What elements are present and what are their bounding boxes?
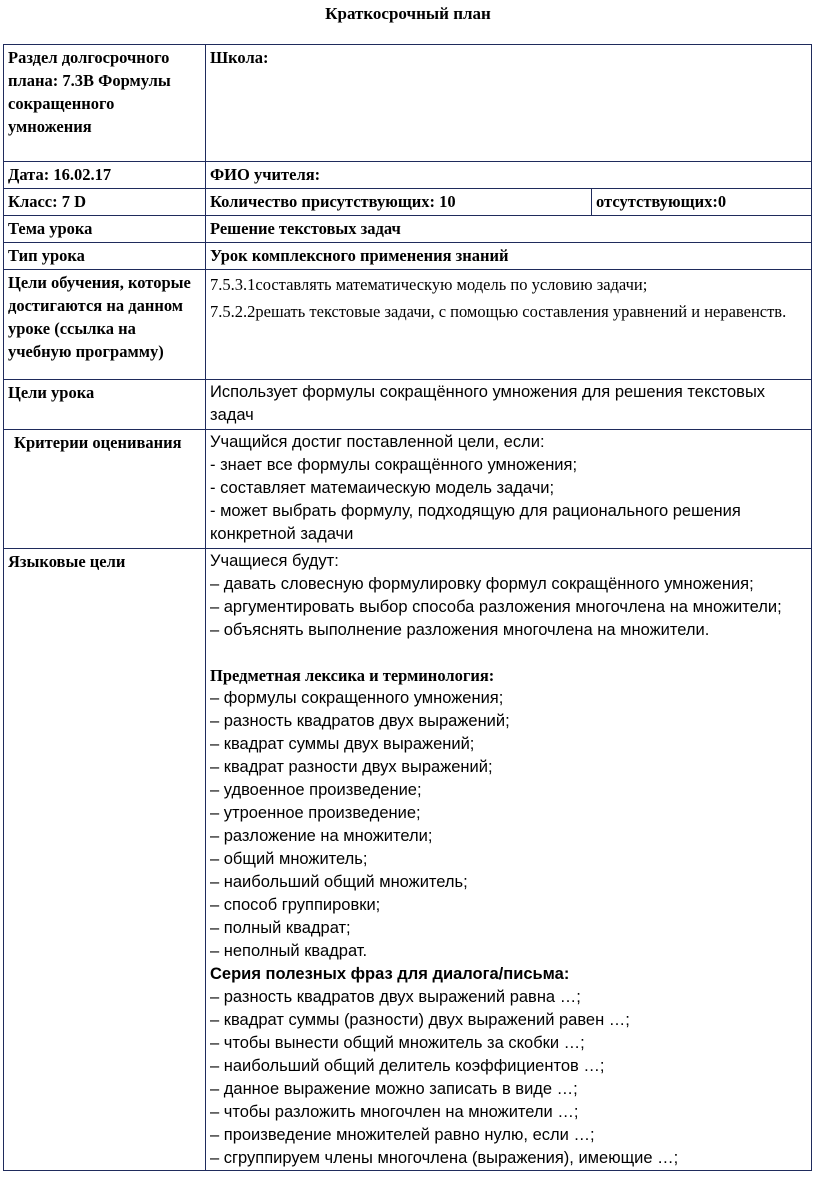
vocab-item: – квадрат разности двух выражений; (210, 758, 493, 776)
phrase-item: – наибольший общий делитель коэффициентов …; (210, 1057, 605, 1075)
criteria-item: - составляет матемаическую модель задачи; (210, 479, 555, 497)
type-label: Тип урока (4, 243, 206, 270)
type-value: Урок комплексного применения знаний (206, 243, 812, 270)
language-goal: – объяснять выполнение разложения многочлена на множители. (210, 621, 710, 639)
vocab-heading: Предметная лексика и терминология: (210, 666, 495, 685)
phrase-item: – чтобы вынести общий множитель за скобки …; (210, 1034, 585, 1052)
short-term-plan-table (3, 44, 812, 1171)
date-label: Дата: 16.02.17 (4, 162, 206, 189)
lesson-goals-value: Использует формулы сокращённого умножения для решения текстовых задач (206, 380, 812, 430)
learning-goal-1: 7.5.3.1составлять математическую модель по условию задачи; (210, 275, 648, 294)
vocab-item: – разность квадратов двух выражений; (210, 712, 510, 730)
vocab-item: – формулы сокращенного умножения; (210, 689, 504, 707)
criteria-intro: Учащийся достиг поставленной цели, если: (210, 433, 545, 451)
teacher-field: ФИО учителя: (206, 162, 812, 189)
topic-label: Тема урока (4, 216, 206, 243)
language-goal: – аргументировать выбор способа разложения многочлена на множители; (210, 598, 782, 616)
vocab-item: – утроенное произведение; (210, 804, 421, 822)
learning-goal-2: 7.5.2.2решать текстовые задачи, с помощью составления уравнений и неравенств. (210, 302, 787, 321)
phrase-item: – квадрат суммы (разности) двух выражений равен …; (210, 1011, 630, 1029)
lesson-goals-label: Цели урока (4, 380, 206, 430)
vocab-item: – неполный квадрат. (210, 942, 368, 960)
phrase-item: – чтобы разложить многочлен на множители …; (210, 1103, 579, 1121)
row-learning-goals (4, 270, 812, 380)
present-count: Количество присутствующих: 10 (206, 189, 592, 216)
school-field: Школа: (206, 45, 812, 162)
learning-goals-label: Цели обучения, которые достигаются на данном уроке (ссылка на учебную программу) (4, 270, 206, 380)
language-goals-value (206, 549, 812, 1171)
row-class (4, 189, 812, 216)
language-goal: – давать словесную формулировку формул сокращённого умножения; (210, 575, 754, 593)
vocab-item: – способ группировки; (210, 896, 381, 914)
page-title: Краткосрочный план (325, 4, 491, 23)
criteria-label: Критерии оценивания (4, 430, 206, 549)
row-type (4, 243, 812, 270)
language-intro: Учащиеся будут: (210, 552, 339, 570)
learning-goals-value (206, 270, 812, 380)
row-date (4, 162, 812, 189)
phrase-item: – сгруппируем члены многочлена (выражения), имеющие …; (210, 1149, 679, 1167)
vocab-item: – общий множитель; (210, 850, 368, 868)
vocab-item: – удвоенное произведение; (210, 781, 422, 799)
criteria-item: - знает все формулы сокращённого умножения; (210, 456, 578, 474)
spacer (210, 642, 807, 664)
class-label: Класс: 7 D (4, 189, 206, 216)
vocab-item: – разложение на множители; (210, 827, 433, 845)
phrases-heading: Серия полезных фраз для диалога/письма: (210, 965, 570, 983)
vocab-item: – полный квадрат; (210, 919, 351, 937)
topic-value: Решение текстовых задач (206, 216, 812, 243)
language-goals-label: Языковые цели (4, 549, 206, 1171)
criteria-value (206, 430, 812, 549)
row-section (4, 45, 812, 162)
phrase-item: – произведение множителей равно нулю, если …; (210, 1126, 595, 1144)
row-topic (4, 216, 812, 243)
criteria-item: - может выбрать формулу, подходящую для рационального решения конкретной задачи (210, 502, 741, 543)
vocab-item: – квадрат суммы двух выражений; (210, 735, 475, 753)
row-criteria (4, 430, 812, 549)
section-label: Раздел долгосрочного плана: 7.3В Формулы сокращенного умножения (4, 45, 206, 162)
row-lesson-goals (4, 380, 812, 430)
row-language-goals (4, 549, 812, 1171)
absent-count: отсутствующих:0 (592, 189, 812, 216)
phrase-item: – разность квадратов двух выражений равна …; (210, 988, 581, 1006)
phrase-item: – данное выражение можно записать в виде …; (210, 1080, 578, 1098)
vocab-item: – наибольший общий множитель; (210, 873, 468, 891)
